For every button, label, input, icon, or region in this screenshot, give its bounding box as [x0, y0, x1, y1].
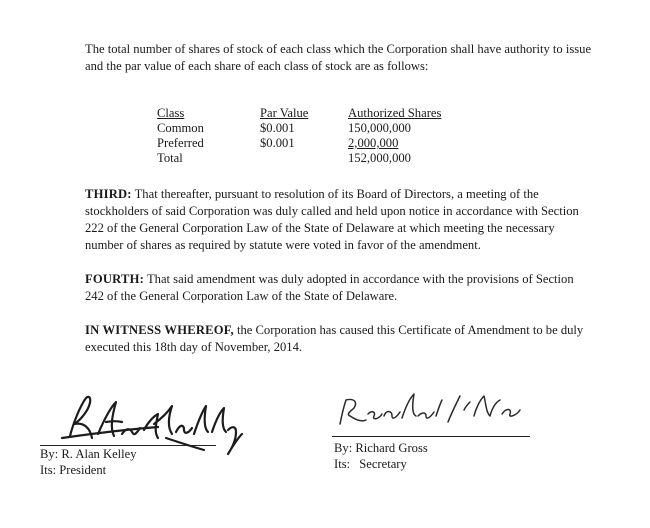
by-label: By:: [334, 441, 353, 455]
signature-block-secretary: [330, 386, 540, 481]
third-paragraph: [85, 186, 595, 254]
intro-paragraph: The total number of shares of stock of each class which the Corporation shall have authority to issue and the par value of each share of each class of stock are as follows:: [85, 42, 592, 73]
fourth-label: FOURTH:: [85, 272, 145, 286]
signer-title: President: [59, 463, 107, 477]
row-class: Common: [157, 121, 204, 135]
signer-by-line: [40, 446, 137, 462]
row-par-value: $0.001: [260, 136, 295, 150]
witness-text: the Corporation has caused this Certificate of Amendment to be duly executed this 18th day of November, 2014.: [85, 323, 584, 354]
witness-label: IN WITNESS WHEREOF,: [85, 323, 234, 337]
header-authorized-shares: Authorized Shares: [348, 106, 442, 120]
third-label: THIRD:: [85, 187, 132, 201]
handwritten-signature-gross: [330, 386, 540, 441]
signer-name: R. Alan Kelley: [61, 447, 137, 461]
third-text: That thereafter, pursuant to resolution of its Board of Directors, a meeting of the stockholders of said Corporation was duly called and held upon notice in accordance with Section 222 of the General Corporation Law of the State of Delaware at which meeting the necessary number of shares as required by statute were voted in favor of the amendment.: [85, 187, 579, 252]
table-row: [157, 151, 458, 166]
signer-by-line: [334, 440, 428, 456]
witness-paragraph: [85, 322, 595, 356]
its-label: Its:: [40, 463, 57, 477]
signer-title: Secretary: [359, 457, 407, 471]
row-class: Total: [157, 151, 183, 165]
signature-block-president: [40, 394, 300, 484]
shares-table: [157, 106, 458, 166]
header-par-value: Par Value: [260, 106, 309, 120]
table-row: [157, 121, 458, 136]
row-authorized: 150,000,000: [348, 121, 411, 135]
row-class: Preferred: [157, 136, 204, 150]
signer-its-line: [40, 462, 106, 478]
table-row: [157, 136, 458, 151]
header-class: Class: [157, 106, 185, 120]
by-label: By:: [40, 447, 59, 461]
fourth-text: That said amendment was duly adopted in accordance with the provisions of Section 242 of the General Corporation Law of the State of Delaware.: [85, 272, 574, 303]
row-par-value: $0.001: [260, 121, 295, 135]
row-authorized: 152,000,000: [348, 151, 411, 165]
table-header-row: [157, 106, 458, 121]
its-label: Its:: [334, 457, 351, 471]
fourth-paragraph: [85, 271, 595, 305]
signer-name: Richard Gross: [355, 441, 428, 455]
row-authorized: 2,000,000: [348, 136, 399, 150]
signature-line: [332, 436, 530, 437]
signer-its-line: [334, 456, 407, 472]
row-par-value: [260, 151, 348, 166]
